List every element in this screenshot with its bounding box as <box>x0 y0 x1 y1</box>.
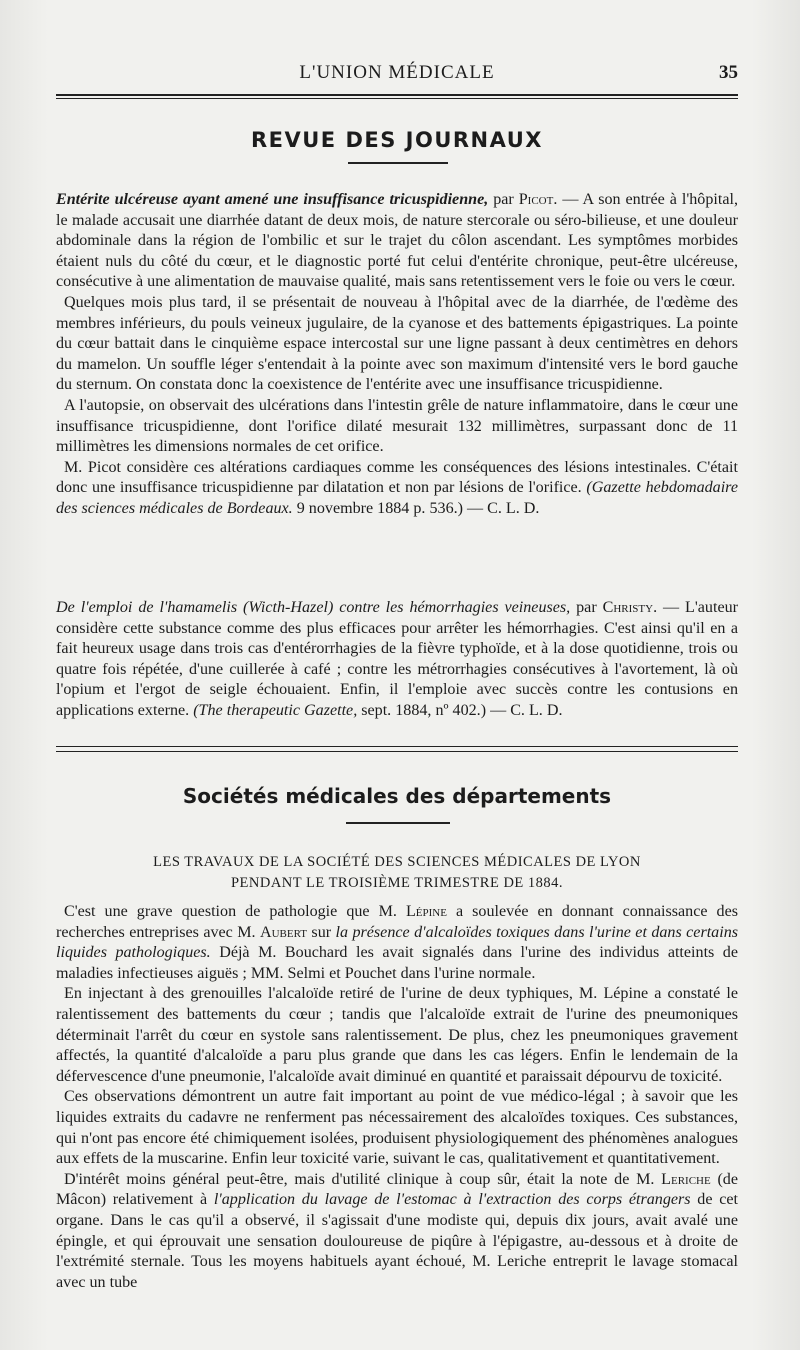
article-lyon <box>56 902 738 1293</box>
article-paragraph: D'intérêt moins général peut-être, mais d'utilité clinique à coup sûr, était la note de M. Leriche (de Mâcon) relativement à l'application du lavage de l'estomac à l'extraction des corps étrangers de cet organe. Dans le cas qu'il a observé, il s'agissait d'une modiste qui, depuis dix jours, avait avalé une épingle, et qui éprouvait une sensation douloureuse de piqûre à l'épigastre, au-dessous et à droite de l'extrémité sternale. Tous les moyens habituels ayant échoué, M. Leriche entreprit le lavage stomacal avec un tube <box>56 1170 738 1291</box>
section-separator <box>56 746 738 747</box>
header-rule <box>56 94 738 96</box>
article-paragraph: Quelques mois plus tard, il se présentait de nouveau à l'hôpital avec de la diarrhée, de l'œdème des membres inférieurs, du pouls veineux jugulaire, de la cyanose et des battements épigastriques. La pointe du cœur battait dans le cinquième espace intercostal sur une ligne passant à deux centimètres en dehors du mamelon. Un souffle léger s'entendait à la pointe avec son maximum d'intensité vers le bord gauche du sternum. On constata donc la coexistence de l'entérite avec une insuffisance tricuspidienne. <box>56 293 738 394</box>
article-paragraph: M. Picot considère ces altérations cardiaques comme les conséquences des lésions intestinales. C'était donc une insuffisance tricuspidienne par dilatation et non par lésions de l'orifice. (Gazette hebdomadaire des sciences médicales de Bordeaux. 9 novembre 1884 p. 536.) — C. L. D. <box>56 458 738 517</box>
article-paragraph: A l'autopsie, on observait des ulcérations dans l'intestin grêle de nature inflammatoire, dans le cœur une insuffisance tricuspidienne, dont l'orifice dilaté mesurait 132 millimètres, surpassant donc de 11 millimètres les dimensions normales de cet orifice. <box>56 396 738 456</box>
section-subtitle: LES TRAVAUX DE LA SOCIÉTÉ DES SCIENCES MÉDICALES DE LYON PENDANT LE TROISIÈME TRIMESTRE DE 1884. <box>153 854 641 891</box>
article-author: Christy <box>602 599 654 616</box>
article-author: Picot <box>518 191 554 208</box>
section-divider <box>348 162 448 164</box>
article-title: De l'emploi de l'hamamelis (Wicth-Hazel) contre les hémorrhagies veineuses, <box>56 599 571 616</box>
article-hamamelis <box>56 598 738 722</box>
article-paragraph: C'est une grave question de pathologie que M. Lépine a soulevée en donnant connaissance des recherches entreprises avec M. Aubert sur la présence d'alcaloïdes toxiques dans l'urine et dans certains liquides pathologiques. Déjà M. Bouchard les avait signalés dans l'urine des individus atteints de maladies infectieuses aiguës ; MM. Selmi et Pouchet dans l'urine normale. <box>56 903 739 982</box>
article-paragraph: Ces observations démontrent un autre fait important au point de vue médico-légal ; à savoir que les liquides extraits du cadavre ne renferment pas nécessairement des alcaloïdes toxiques. Ces substances, qui n'ont pas encore été chimiquement isolées, produisent physiologiquement des phénomènes analogues aux effets de la muscarine. Enfin leur toxicité varie, suivant le cas, qualitativement et quantitativement. <box>56 1088 738 1168</box>
article-paragraph: En injectant à des grenouilles l'alcaloïde retiré de l'urine de deux typhiques, M. Lépine a constaté le ralentissement des battements du cœur ; tandis que l'alcaloïde extrait de l'urine des pneumoniques déterminait l'arrêt du cœur en systole sans ralentissement. De plus, chez les pneumoniques gravement affectés, la quantité d'alcaloïde a paru plus grande que dans les cas légers. Enfin le lendemain de la défervescence d'une pneumonie, l'alcaloïde avait diminué en quantité et paraissait dépourvu de toxicité. <box>56 985 738 1085</box>
article-title: Entérite ulcéreuse ayant amené une insuffisance tricuspidienne, <box>56 191 489 208</box>
header-rule-thin <box>56 98 738 99</box>
running-head <box>56 62 738 88</box>
article-paragraph: De l'emploi de l'hamamelis (Wicth-Hazel) contre les hémorrhagies veineuses, par Christy. — L'auteur considère cette substance comme des plus efficaces pour arrêter les hémorrhagies. C'est ainsi qu'il en a fait heureux usage dans trois cas d'entérorrhagies de la fièvre typhoïde, et à la dose quotidienne, trois ou quatre fois répétée, d'une cuillerée à café ; contre les métrorrhagies consécutives à l'avortement, là où l'opium et l'ergot de seigle échouaient. Enfin, il l'emploie avec succès contre les contusions en applications externe. (The therapeutic Gazette, sept. 1884, nº 402.) — C. L. D. <box>56 599 738 719</box>
section-separator-second <box>56 751 738 752</box>
source-citation: (Gazette hebdomadaire des sciences médicales de Bordeaux. <box>56 479 738 517</box>
section-title-societes: Sociétés médicales des départements <box>182 784 612 808</box>
source-citation: (The therapeutic Gazette, <box>193 701 358 719</box>
section-divider <box>346 822 450 824</box>
page-number: 35 <box>719 62 738 83</box>
section-title-revue: REVUE DES JOURNAUX <box>250 128 543 152</box>
article-enterite <box>56 190 738 520</box>
article-paragraph: Entérite ulcéreuse ayant amené une insuffisance tricuspidienne, par Picot. — A son entrée à l'hôpital, le malade accusait une diarrhée datant de deux mois, de nature stercorale ou séro-bilieuse, et une douleur abdominale dans la région de l'ombilic et sur le trajet du côlon ascendant. Les symptômes morbides étaient nuls du côté du cœur, et le diagnostic porté fut celui d'entérite chronique, peut-être ulcéreuse, consécutive à une alimentation de mauvaise qualité, mais sans retentissement vers le foie ou vers le cœur. <box>56 191 738 291</box>
journal-title: L'UNION MÉDICALE <box>299 62 495 83</box>
